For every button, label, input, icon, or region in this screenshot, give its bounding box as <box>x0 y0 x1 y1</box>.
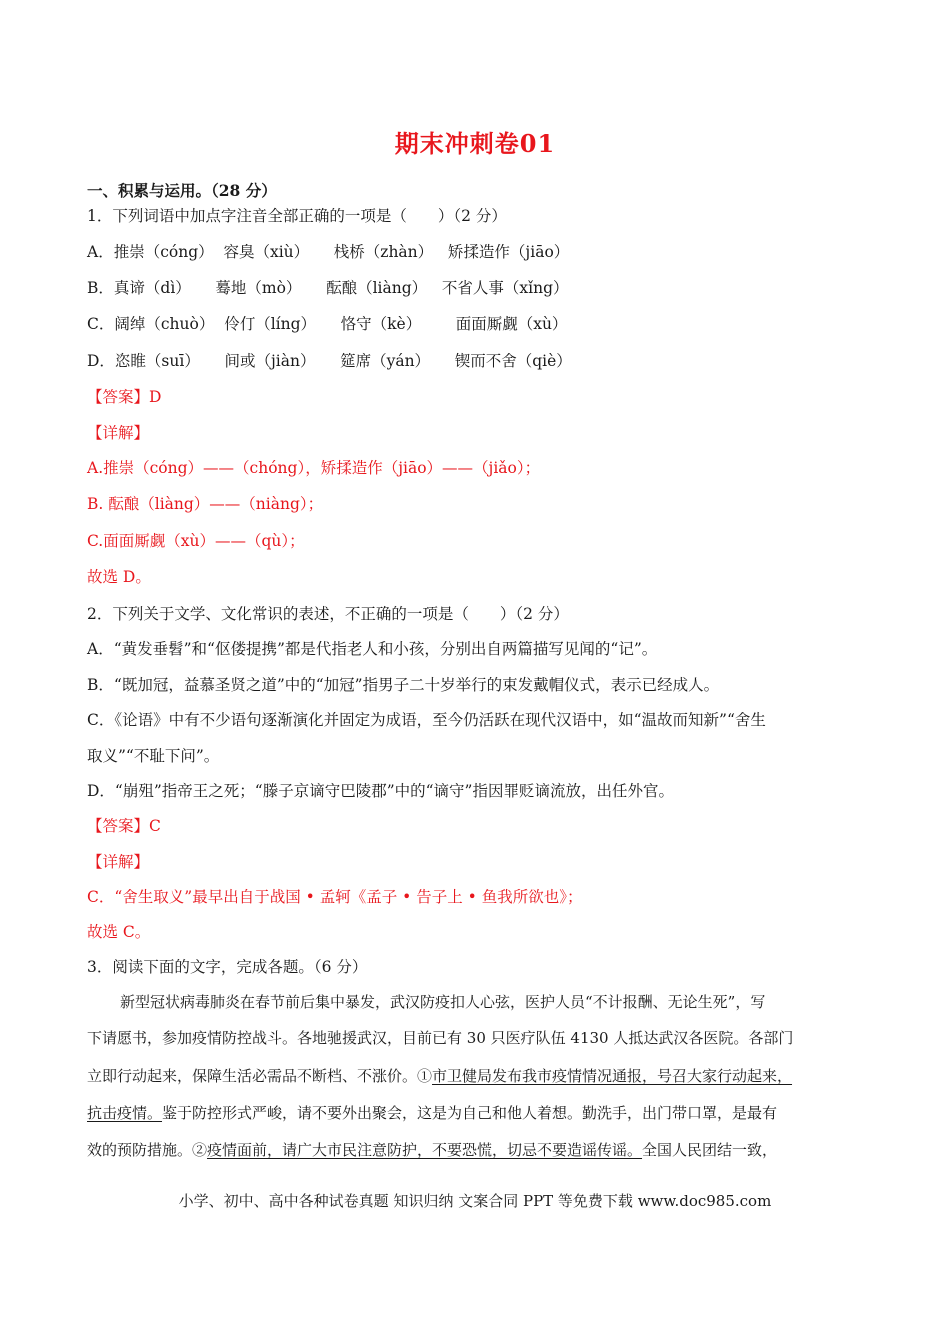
question-2-explain: C．“舍生取义”最早出自于战国 • 孟轲《孟子 • 告子上 • 鱼我所欲也》； <box>87 888 583 906</box>
question-1-option-d: D．恣睢（suī） 间或（jiàn） 筵席（yán） 锲而不舍（qiè） <box>87 352 572 370</box>
passage-text: 鉴于防控形式严峻，请不要外出聚会，这是为自己和他人着想。勤洗手，出门带口罩，是最有 <box>162 1104 778 1122</box>
question-1-option-c: C．阔绰（chuò） 伶仃（líng） 恪守（kè） 面面厮觑（xù） <box>87 315 568 333</box>
question-2-option-c: C．《论语》中有不少语句逐渐演化并固定为成语，至今仍活跃在现代汉语中，如“温故而知新”“舍生 <box>87 711 766 729</box>
underlined-sentence-1: 市卫健局发布我市疫情情况通报，号召大家行动起来， <box>432 1067 793 1085</box>
question-1-explain-c: C.面面厮觑（xù）——（qù）； <box>87 532 305 550</box>
passage-line-1: 新型冠状病毒肺炎在春节前后集中暴发，武汉防疫扣人心弦，医护人员“不计报酬、无论生死”，写 <box>120 993 766 1011</box>
question-1-conclusion: 故选 D。 <box>87 568 151 586</box>
question-2-option-b: B．“既加冠，益慕圣贤之道”中的“加冠”指男子二十岁举行的束发戴帽仪式，表示已经成人。 <box>87 676 720 694</box>
passage-line-4 <box>87 1102 777 1124</box>
underlined-sentence-2: 疫情面前，请广大市民注意防护，不要恐慌，切忌不要造谣传谣。 <box>207 1141 643 1159</box>
question-1-explain-b: B. 酝酿（liàng）——（niàng）； <box>87 495 324 513</box>
passage-text: 全国人民团结一致， <box>642 1141 778 1159</box>
question-2-stem: 2．下列关于文学、文化常识的表述，不正确的一项是（ ）（2 分） <box>87 605 569 623</box>
passage-text: 立即行动起来，保障生活必需品不断档、不涨价。① <box>87 1067 433 1085</box>
question-2-option-a: A．“黄发垂髫”和“伛偻提携”都是代指老人和小孩，分别出自两篇描写见闻的“记”。 <box>87 640 658 658</box>
question-2-answer: 【答案】C <box>87 817 161 835</box>
underlined-sentence-1-end: 抗击疫情。 <box>87 1104 163 1122</box>
question-1-explain-a: A.推崇（cóng）——（chóng），矫揉造作（jiāo）——（jiǎo）； <box>87 459 541 477</box>
page-title: 期末冲刺卷01 <box>394 129 556 158</box>
question-1-option-a: A．推崇（cóng） 容臭（xiù） 栈桥（zhàn） 矫揉造作（jiāo） <box>87 243 570 261</box>
question-2-explain-label: 【详解】 <box>87 853 150 871</box>
page-footer: 小学、初中、高中各种试卷真题 知识归纳 文案合同 PPT 等免费下载 www.doc985.com <box>178 1192 772 1210</box>
question-1-stem: 1．下列词语中加点字注音全部正确的一项是（ ）（2 分） <box>87 207 507 225</box>
passage-line-5 <box>87 1139 777 1161</box>
question-3-stem: 3．阅读下面的文字，完成各题。（6 分） <box>87 958 368 976</box>
question-1-answer: 【答案】D <box>87 388 162 406</box>
question-1-explain-label: 【详解】 <box>87 424 150 442</box>
question-2-conclusion: 故选 C。 <box>87 923 151 941</box>
passage-line-3 <box>87 1065 792 1087</box>
question-2-option-c-cont: 取义”“不耻下问”。 <box>87 747 220 765</box>
question-2-option-d: D．“崩殂”指帝王之死；“滕子京谪守巴陵郡”中的“谪守”指因罪贬谪流放，出任外官。 <box>87 782 674 800</box>
passage-line-2: 下请愿书，参加疫情防控战斗。各地驰援武汉，目前已有 30 只医疗队伍 4130 人抵达武汉各医院。各部门 <box>87 1029 794 1047</box>
question-1-option-b: B．真谛（dì） 蓦地（mò） 酝酿（liàng） 不省人事（xǐng） <box>87 279 569 297</box>
section-heading: 一、积累与运用。（28 分） <box>87 181 277 200</box>
passage-text: 效的预防措施。② <box>87 1141 208 1159</box>
